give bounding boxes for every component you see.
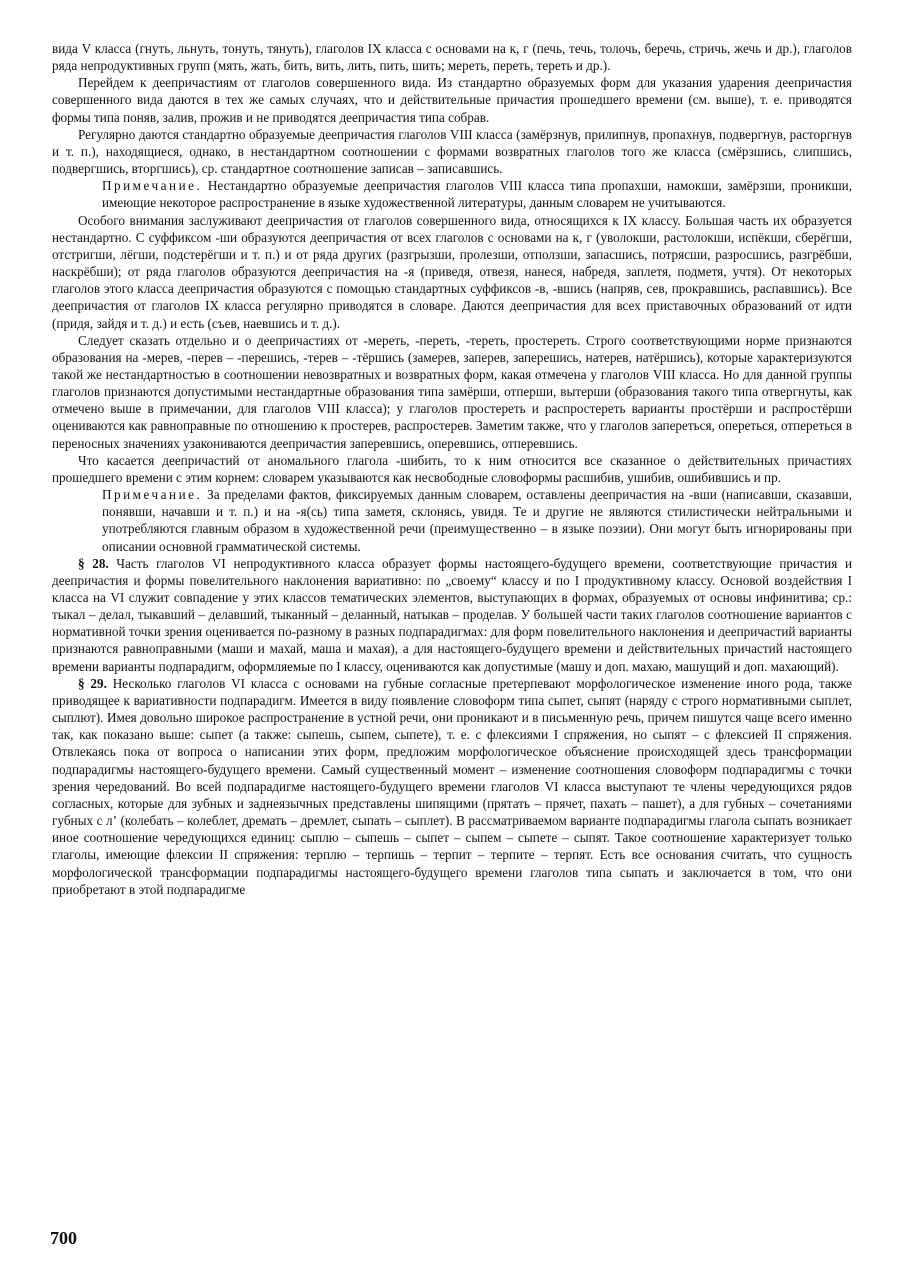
- paragraph: Особого внимания заслуживают деепричастия от глаголов совершенного вида, относящихся к IX классу. Большая часть их образуется нестандартно. С суффиксом -ши образуются деепричастия от всех глаголов с основами на к, г (уволокши, растолокши, испёкши, сберёгши, отстригши, лёгши, подстерёгши и т. п.) и от ряда других (разгрызши, пролезши, отползши, запасшись, потрясши, разросшись, разгрёбши, наскрёбши); от ряда глаголов образуются деепричастия на -я (приведя, отвезя, нанеся, набредя, заплетя, подметя, учтя). От некоторых глаголов этого класса деепричастия образуются с помощью стандартных суффиксов -в, -вшись (напряв, сев, прокравшись, распавшись). Все деепричастия от глаголов IX класса регулярно приводятся в словаре. Даются деепричастия для всех приставочных образований от идти (придя, зайдя и т. д.) и есть (съев, наевшись и т. д.).: [52, 212, 852, 331]
- paragraph: вида V класса (гнуть, льнуть, тонуть, тянуть), глаголов IX класса с основами на к, г (печь, течь, толочь, беречь, стричь, жечь и др.), глаголов ряда непродуктивных групп (мять, жать, бить, вить, лить, пить, шить; мереть, переть, тереть и др.).: [52, 41, 852, 74]
- paragraph: Перейдем к деепричастиям от глаголов совершенного вида. Из стандартно образуемых форм для указания ударения деепричастия совершенного вида даются в тех же самых случаях, что и действительные причастия прошедшего времени (см. выше), т. е. приводятся формы типа поняв, залив, прожив и не приводятся деепричастия типа собрав.: [52, 75, 852, 125]
- note-paragraph: [102, 177, 852, 211]
- note-label: Примечание.: [102, 178, 203, 194]
- note-text: За пределами фактов, фиксируемых данным словарем, оставлены деепричастия на -вши (написавши, сказавши, понявши, начавши и т. п.) и на -я(сь) типа заметя, склонясь, увидя. Те и другие не являются стилистически нейтральными и употребляются главным образом в художественной речи (преимущественно – в языке поэзии). Они могут быть игнорированы при описании основной грамматической системы.: [102, 487, 852, 554]
- paragraph: Следует сказать отдельно и о деепричастиях от -мереть, -переть, -тереть, простереть. Строго соответствующими норме признаются образования на -мерев, -перев – -перешись, -терев – -тёршись (замерев, заперев, заперешись, натерев, натёршись), которые характеризуются такой же нестандартностью в соотношении невозвратных и возвратных форм, какая отмечена у глаголов VIII класса. Но для данной группы глаголов признаются допустимыми нестандартные образования типа замёрши, отперши, вытерши (образования такого типа отвергнуты, как отмечено выше в примечании, для глаголов VIII класса); у глаголов простереть и распростереть варианты простёрши и распростёрши оцениваются как равноправные по отношению к простерев, распростерев. Заметим также, что у глаголов запереться, опереться, отпереться в переносных значениях узакониваются деепричастия заперевшись, оперевшись, отперевшись.: [52, 332, 852, 451]
- note-label: Примечание.: [102, 487, 203, 503]
- page-number: 700: [50, 1228, 77, 1248]
- page-body: [52, 40, 852, 898]
- section-text: Несколько глаголов VI класса с основами на губные согласные претерпевают морфологическое изменение иного рода, также приводящее к вариативности подпарадигм. Имеется в виду появление словоформ типа сыпет, сыпят (наряду с строго нормативными сыплет, сыплют). Имея довольно широкое распространение в устной речи, они проникают и в письменную речь, причем пишутся чаще всего именно так, как показано выше: сыпет (а также: сыпешь, сыпем, сыпете), т. е. с флексиями I спряжения, но сыпят – с флексией II спряжения. Отвлекаясь пока от вопроса о написании этих форм, предложим морфологическое объяснение происходящей здесь трансформации подпарадигмы настоящего-будущего времени. Самый существенный момент – изменение соотношения словоформ подпарадигмы с точки зрения чередований. Во всей подпарадигме настоящего-будущего времени глаголов VI класса выступают те члены чередующихся рядов согласных, которые для зубных и заднеязычных представлены шипящими (прятать – прячет, пахать – пашет), а для губных – сочетаниями губных с лʼ (колебать – колеблет, дремать – дремлет, сыпать – сыплет). В рассматриваемом варианте подпарадигмы глагола сыпать возникает иное соотношение чередующихся единиц: сыплю – сыпешь – сыпет – сыпем – сыпете – сыпят. Такое соотношение характеризует только глаголы, имеющие флексии II спряжения: терплю – терпишь – терпит – терпите – терпят. Есть все основания считать, что сущность морфологической трансформации подпарадигмы настоящего-будущего времени глаголов типа сыпать и заключается в том, что они приобретают в этой подпарадигме: [52, 675, 852, 897]
- paragraph: Что касается деепричастий от аномального глагола -шибить, то к ним относится все сказанное о действительных причастиях прошедшего времени с этим корнем: словарем указываются как несвободные словоформы расшибив, ушибив, ошибившись и пр.: [52, 452, 852, 485]
- note-paragraph: [102, 486, 852, 555]
- section-paragraph: [52, 555, 852, 675]
- note-text: Нестандартно образуемые деепричастия глаголов VIII класса типа пропахши, намокши, замёрзши, проникши, имеющие некоторое распространение в языке художественной литературы, данным словарем не учитываются.: [102, 178, 852, 211]
- section-paragraph: [52, 675, 852, 898]
- section-number: § 29.: [78, 675, 107, 691]
- section-text: Часть глаголов VI непродуктивного класса образует формы настоящего-будущего времени, соответствующие причастия и деепричастия и формы повелительного наклонения вариативно: по „своему“ классу и по I продуктивному классу. Основой воздействия I класса на VI служит совпадение у этих классов тематических элементов, выступающих в формах, образуемых от основы инфинитива; ср.: тыкал – делал, тыкавший – делавший, тыканный – деланный, натыкав – проделав. У большей части таких глаголов соотношение вариантов с нормативной точки зрения оценивается по-разному в разных подпарадигмах: для форм повелительного наклонения и деепричастий варианты признаются равноправными (маши и махай, маша и махая), а для настоящего-будущего времени и действительных причастий настоящего времени варианты подпарадигм, оформляемые по I классу, оцениваются как допустимые (машу и доп. махаю, машущий и доп. махающий).: [52, 555, 852, 674]
- paragraph: Регулярно даются стандартно образуемые деепричастия глаголов VIII класса (замёрзнув, прилипнув, пропахнув, подвергнув, расторгнув и т. п.), находящиеся, однако, в нестандартном соотношении с формами возвратных глаголов того же класса (смёрзшись, слипшись, подвергшись, вторгшись), ср. стандартное соотношение записав – записавшись.: [52, 126, 852, 177]
- section-number: § 28.: [78, 555, 109, 571]
